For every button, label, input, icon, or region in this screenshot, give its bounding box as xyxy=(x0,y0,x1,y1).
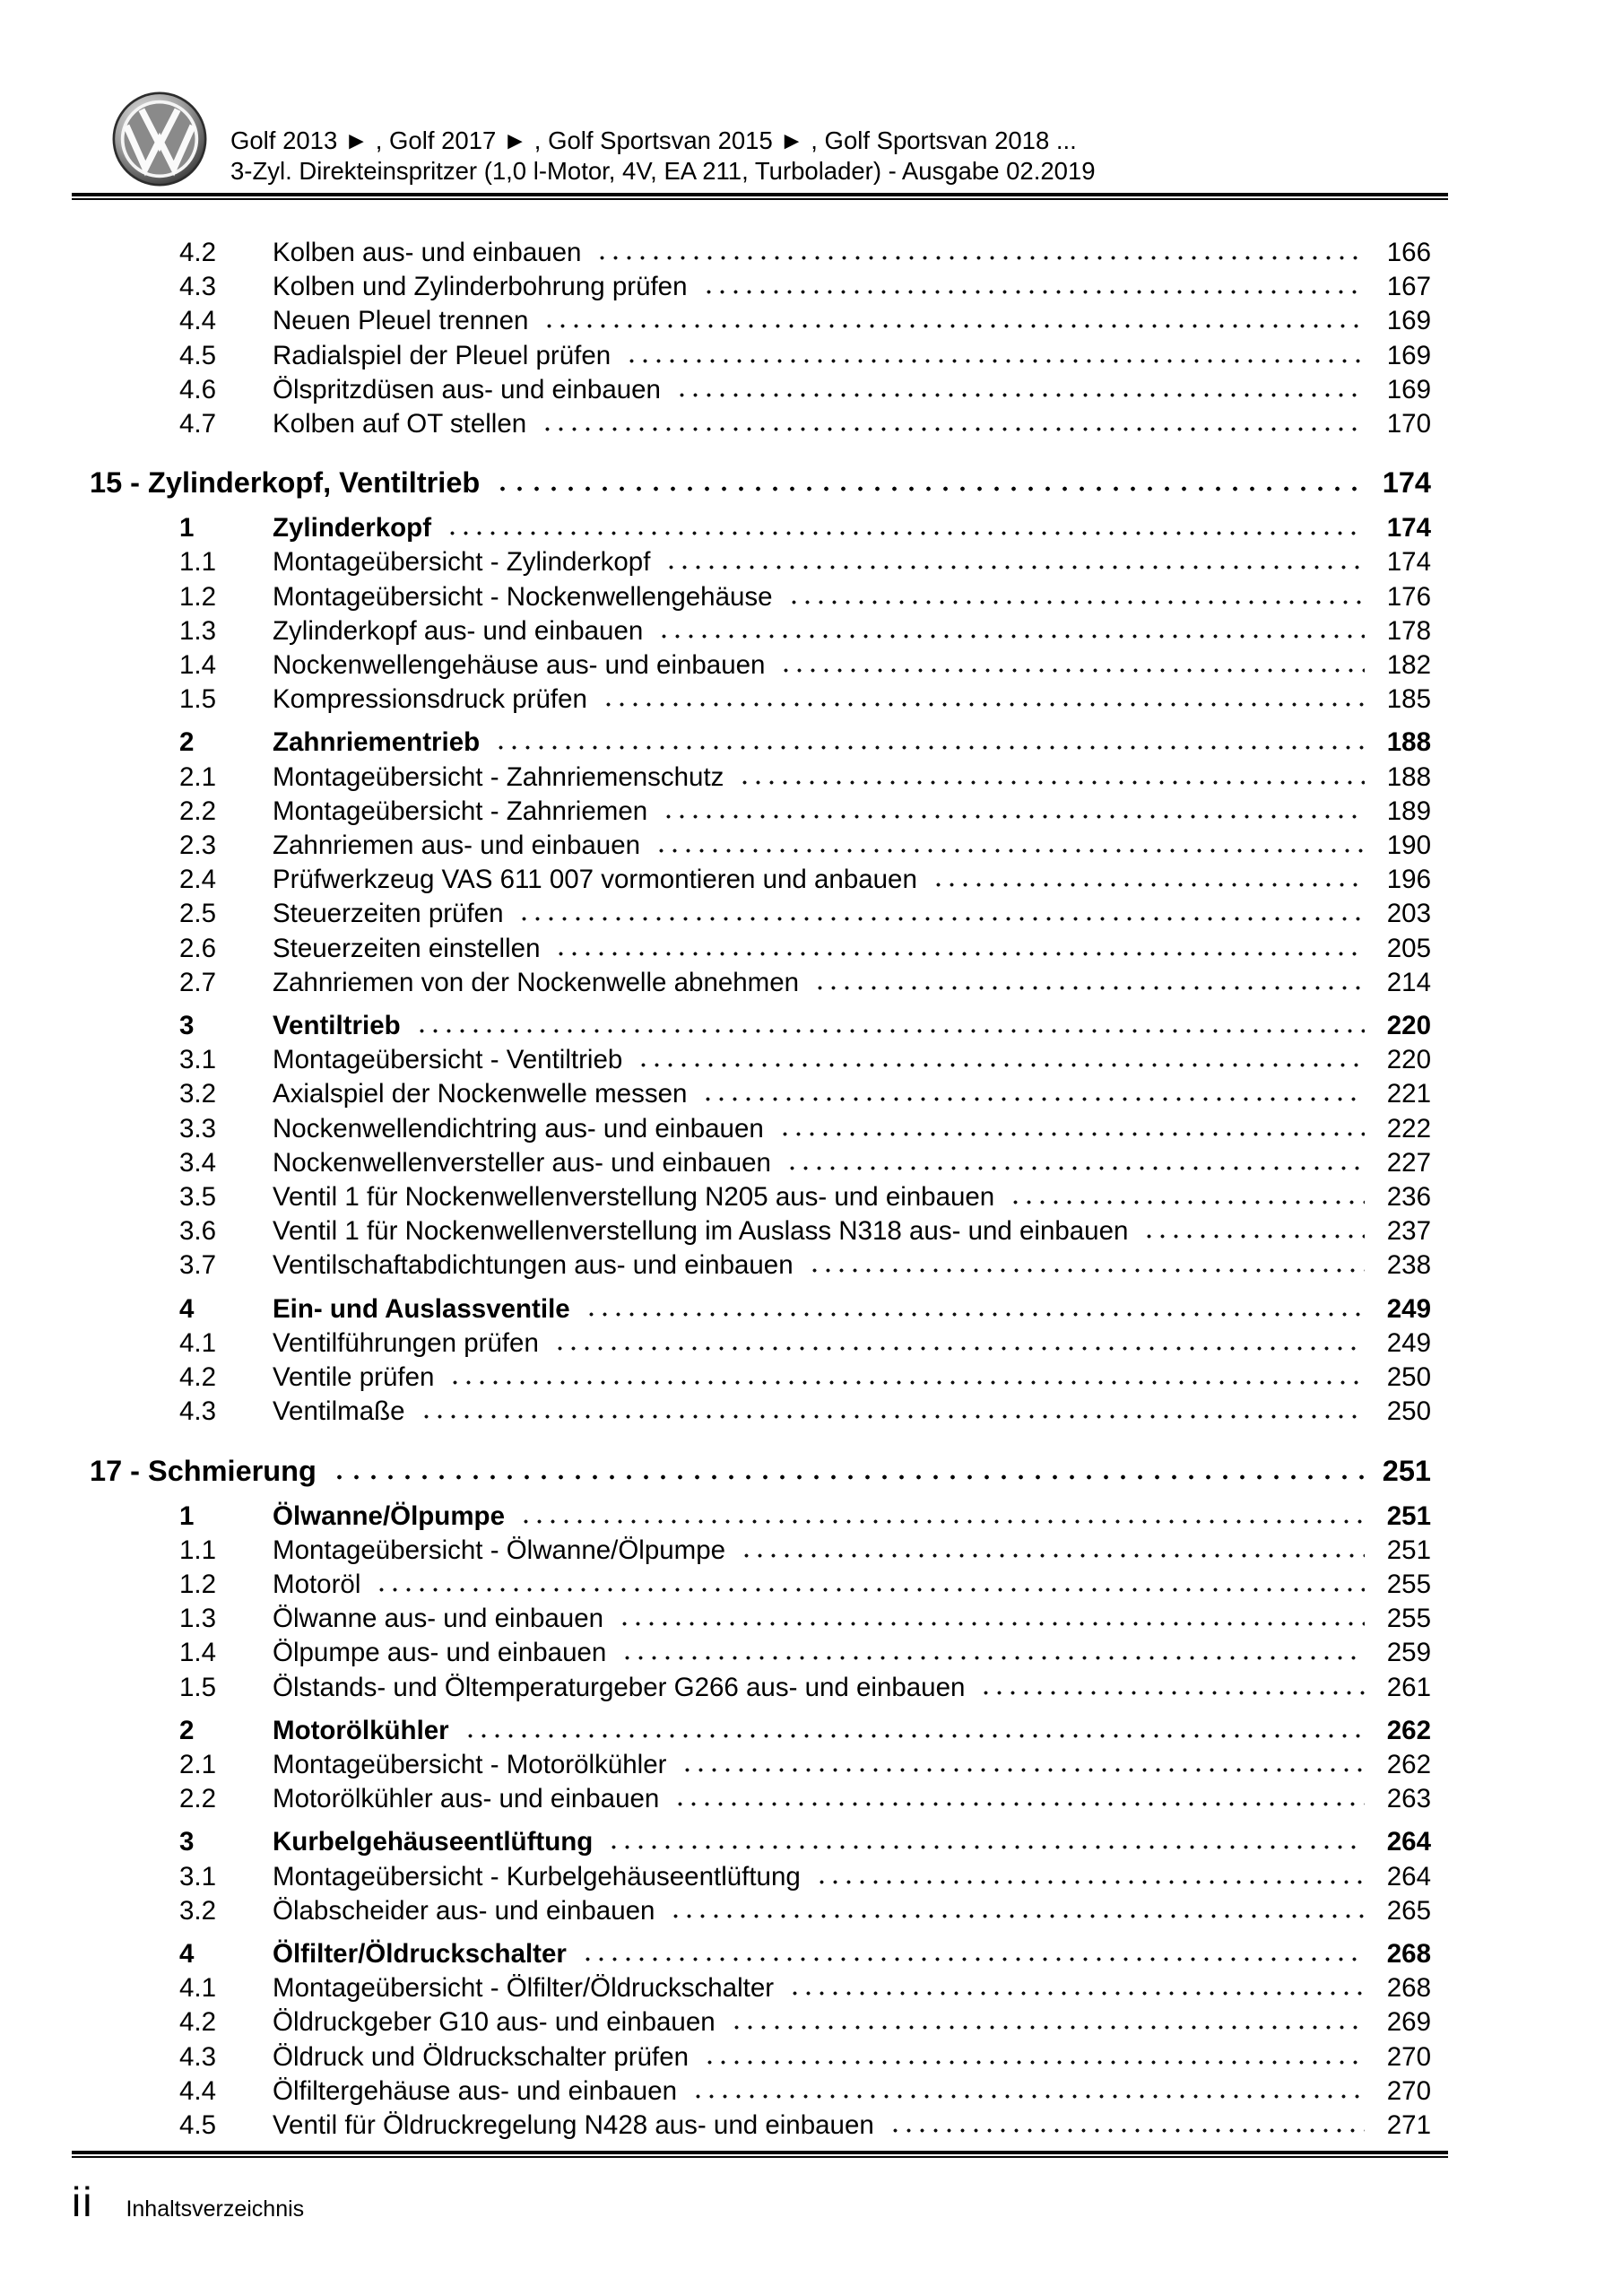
entry-page-number: 238 xyxy=(1386,1250,1431,1281)
toc-list xyxy=(90,236,1431,2143)
entry-number: 1.3 xyxy=(179,615,217,646)
entry-number: 1.1 xyxy=(179,1535,217,1565)
entry-title: Radialspiel der Pleuel prüfen xyxy=(273,340,612,370)
entry-page-number: 236 xyxy=(1386,1182,1431,1213)
entry-number: 2.2 xyxy=(179,796,217,826)
entry-title: Zahnriementrieb xyxy=(273,727,481,758)
dot-leader xyxy=(675,392,1365,398)
toc-entry-row xyxy=(90,2109,1431,2143)
toc-entry-row xyxy=(90,1248,1431,1283)
entry-page-number: 167 xyxy=(1386,272,1431,302)
dot-leader xyxy=(808,1267,1365,1274)
dot-leader xyxy=(815,1879,1365,1885)
toc-entry-row xyxy=(90,545,1431,579)
toc-entry-row xyxy=(90,339,1431,373)
toc-entry-row xyxy=(90,1009,1431,1043)
toc-entry-row xyxy=(90,511,1431,545)
entry-title: Motorölkühler aus- und einbauen xyxy=(273,1784,660,1814)
entry-title: Nockenwellendichtring aus- und einbauen xyxy=(273,1113,764,1144)
entry-page-number: 261 xyxy=(1386,1672,1431,1702)
entry-page-number: 178 xyxy=(1386,615,1431,646)
entry-page-number: 205 xyxy=(1386,933,1431,963)
footer-line xyxy=(72,2179,1622,2225)
toc-entry-row xyxy=(90,304,1431,338)
dot-leader xyxy=(637,1062,1365,1068)
entry-page-number: 174 xyxy=(1386,513,1431,544)
entry-title: Montageübersicht - Zahnriemen xyxy=(273,796,648,826)
toc-entry-row xyxy=(90,614,1431,648)
entry-number: 4.3 xyxy=(179,1396,217,1427)
entry-page-number: 189 xyxy=(1386,796,1431,826)
dot-leader xyxy=(554,951,1365,957)
entry-title: Ölpumpe aus- und einbauen xyxy=(273,1638,607,1668)
dot-leader xyxy=(779,667,1365,674)
entry-title: Motorölkühler xyxy=(273,1715,449,1745)
toc-entry-row xyxy=(90,683,1431,717)
entry-number: 3.6 xyxy=(179,1216,217,1247)
entry-page-number: 196 xyxy=(1386,865,1431,895)
entry-page-number: 250 xyxy=(1386,1362,1431,1393)
entry-title: Montageübersicht - Ölfilter/Öldruckschalter xyxy=(273,1973,775,2004)
entry-page-number: 190 xyxy=(1386,831,1431,861)
entry-number: 4.2 xyxy=(179,2007,217,2038)
entry-page-number: 220 xyxy=(1386,1045,1431,1075)
entry-number: 4.7 xyxy=(179,409,217,439)
entry-page-number: 270 xyxy=(1386,2041,1431,2072)
dot-leader xyxy=(932,882,1365,888)
entry-page-number: 169 xyxy=(1386,340,1431,370)
entry-number: 17 xyxy=(90,1454,123,1487)
toc-entry-row xyxy=(90,407,1431,441)
entry-title: Öldruckgeber G10 aus- und einbauen xyxy=(273,2007,716,2038)
footer-page-number: ii xyxy=(72,2179,94,2225)
entry-page-number: 271 xyxy=(1386,2109,1431,2140)
entry-title: Montageübersicht - Zahnriemenschutz xyxy=(273,761,724,792)
toc-entry-row xyxy=(90,580,1431,614)
entry-number: 3.1 xyxy=(179,1045,217,1075)
entry-number: 2.6 xyxy=(179,933,217,963)
entry-page-number: 214 xyxy=(1386,967,1431,997)
entry-title: Kompressionsdruck prüfen xyxy=(273,684,587,715)
dot-leader xyxy=(740,1552,1365,1559)
entry-number: 4.3 xyxy=(179,272,217,302)
toc-entry-row xyxy=(90,863,1431,897)
toc-entry-row xyxy=(90,1500,1431,1534)
entry-title: Ventil 1 für Nockenwellenverstellung im Auslass N318 aus- und einbauen xyxy=(273,1216,1129,1247)
toc-entry-row xyxy=(90,1636,1431,1670)
entry-number: 3 xyxy=(179,1011,195,1041)
dot-leader xyxy=(669,1913,1365,1919)
dot-leader xyxy=(618,1621,1365,1627)
header-engine-line: 3-Zyl. Direkteinspritzer (1,0 l-Motor, 4V, EA 211, Turbolader) - Ausgabe 02.2019 xyxy=(230,157,1096,185)
entry-number: 2.7 xyxy=(179,967,217,997)
toc-entry-row xyxy=(90,897,1431,931)
entry-number: 4.6 xyxy=(179,374,217,404)
toc-entry-row xyxy=(90,1043,1431,1077)
entry-page-number: 182 xyxy=(1386,650,1431,681)
entry-number: 4.3 xyxy=(179,2041,217,2072)
entry-page-number: 227 xyxy=(1386,1147,1431,1178)
dot-leader xyxy=(788,1990,1365,1996)
dot-leader xyxy=(1142,1233,1365,1239)
dot-leader xyxy=(813,985,1365,991)
toc-entry-row xyxy=(90,1937,1431,1971)
entry-page-number: 185 xyxy=(1386,684,1431,715)
toc-entry-row xyxy=(90,829,1431,863)
dot-leader xyxy=(448,1379,1365,1386)
dot-leader xyxy=(730,2024,1365,2031)
entry-page-number: 220 xyxy=(1386,1011,1431,1041)
dot-leader xyxy=(446,530,1365,536)
entry-number: 1.4 xyxy=(179,650,217,681)
toc-entry-row xyxy=(90,1602,1431,1636)
dot-leader xyxy=(738,779,1365,786)
entry-number: 3 xyxy=(179,1827,195,1857)
toc-entry-row xyxy=(90,795,1431,829)
entry-number: 3.2 xyxy=(179,1079,217,1109)
entry-number: 4.2 xyxy=(179,238,217,267)
page-header xyxy=(112,0,1622,187)
toc-entry-row xyxy=(90,1748,1431,1782)
entry-number: 4 xyxy=(179,1938,195,1969)
dot-leader xyxy=(494,744,1365,751)
entry-number: 2.5 xyxy=(179,899,217,929)
dot-leader xyxy=(691,2093,1365,2100)
toc-entry-row xyxy=(90,373,1431,407)
chapter-separator: - xyxy=(122,466,149,500)
entry-number: 3.4 xyxy=(179,1147,217,1178)
vw-logo-icon xyxy=(112,91,207,187)
entry-number: 1.5 xyxy=(179,1672,217,1702)
dot-leader xyxy=(420,1413,1365,1420)
entry-title: Ein- und Auslassventile xyxy=(273,1293,570,1324)
dot-leader xyxy=(581,1956,1365,1962)
toc-entry-row xyxy=(90,726,1431,760)
dot-leader xyxy=(375,1587,1365,1593)
chapter-separator: - xyxy=(122,1454,149,1487)
dot-leader xyxy=(620,1655,1365,1661)
entry-page-number: 174 xyxy=(1382,466,1431,500)
entry-title: Axialspiel der Nockenwelle messen xyxy=(273,1079,688,1109)
entry-number: 4.5 xyxy=(179,2109,217,2140)
entry-title: Ölfiltergehäuse aus- und einbauen xyxy=(273,2075,678,2106)
entry-title: Ventilführungen prüfen xyxy=(273,1327,539,1358)
entry-page-number: 259 xyxy=(1386,1638,1431,1668)
entry-page-number: 268 xyxy=(1386,1938,1431,1969)
dot-leader xyxy=(787,599,1365,605)
toc-entry-row xyxy=(90,1568,1431,1602)
dot-leader xyxy=(519,1518,1365,1525)
entry-number: 1.1 xyxy=(179,547,217,578)
dot-leader xyxy=(595,255,1365,261)
dot-leader xyxy=(517,916,1365,922)
entry-number: 4.2 xyxy=(179,1362,217,1393)
header-model-line: Golf 2013 ► , Golf 2017 ► , Golf Sportsvan 2015 ► , Golf Sportsvan 2018 ... xyxy=(230,126,1077,154)
entry-title: Ölspritzdüsen aus- und einbauen xyxy=(273,374,661,404)
entry-page-number: 222 xyxy=(1386,1113,1431,1144)
entry-page-number: 221 xyxy=(1386,1079,1431,1109)
toc-chapter-row xyxy=(90,463,1431,502)
entry-title: Öldruck und Öldruckschalter prüfen xyxy=(273,2041,690,2072)
toc-entry-row xyxy=(90,1782,1431,1816)
entry-page-number: 270 xyxy=(1386,2075,1431,2106)
entry-number: 2 xyxy=(179,1715,195,1745)
entry-number: 2 xyxy=(179,727,195,758)
dot-leader xyxy=(655,848,1365,854)
entry-number: 2.1 xyxy=(179,1749,217,1779)
entry-page-number: 170 xyxy=(1386,409,1431,439)
dot-leader xyxy=(494,485,1365,492)
footer-label: Inhaltsverzeichnis xyxy=(126,2196,305,2222)
entry-title: Ölwanne/Ölpumpe xyxy=(273,1500,505,1531)
entry-title: Montageübersicht - Ventiltrieb xyxy=(273,1045,623,1075)
entry-page-number: 188 xyxy=(1386,761,1431,792)
entry-title: Zahnriemen aus- und einbauen xyxy=(273,831,641,861)
entry-number: 1.2 xyxy=(179,1569,217,1599)
toc-entry-row xyxy=(90,761,1431,795)
dot-leader xyxy=(785,1165,1365,1171)
entry-page-number: 249 xyxy=(1386,1327,1431,1358)
dot-leader xyxy=(541,426,1365,432)
dot-leader xyxy=(602,701,1365,708)
toc-entry-row xyxy=(90,1395,1431,1429)
dot-leader xyxy=(1009,1199,1365,1205)
header-divider xyxy=(72,193,1448,200)
entry-title: Ventilschaftabdichtungen aus- und einbauen xyxy=(273,1250,794,1281)
entry-title: Neuen Pleuel trennen xyxy=(273,306,529,336)
entry-page-number: 262 xyxy=(1386,1749,1431,1779)
entry-number: 1.2 xyxy=(179,581,217,612)
toc-entry-row xyxy=(90,270,1431,304)
toc-entry-row xyxy=(90,1825,1431,1859)
dot-leader xyxy=(415,1028,1365,1034)
entry-number: 1 xyxy=(179,513,195,544)
entry-page-number: 174 xyxy=(1386,547,1431,578)
entry-page-number: 263 xyxy=(1386,1784,1431,1814)
entry-page-number: 264 xyxy=(1386,1861,1431,1892)
entry-number: 3.5 xyxy=(179,1182,217,1213)
toc-chapter-row xyxy=(90,1451,1431,1491)
dot-leader xyxy=(657,633,1365,639)
entry-page-number: 188 xyxy=(1386,727,1431,758)
toc-entry-row xyxy=(90,2040,1431,2074)
dot-leader xyxy=(553,1345,1365,1352)
toc-entry-row xyxy=(90,1146,1431,1180)
entry-number: 4.1 xyxy=(179,1327,217,1358)
entry-page-number: 251 xyxy=(1386,1500,1431,1531)
entry-title: Motoröl xyxy=(273,1569,361,1599)
toc-entry-row xyxy=(90,1671,1431,1705)
entry-title: Ventile prüfen xyxy=(273,1362,435,1393)
dot-leader xyxy=(607,1844,1365,1850)
dot-leader xyxy=(625,358,1365,364)
toc-entry-row xyxy=(90,1361,1431,1395)
entry-page-number: 255 xyxy=(1386,1604,1431,1634)
entry-number: 1.3 xyxy=(179,1604,217,1634)
entry-page-number: 176 xyxy=(1386,581,1431,612)
entry-page-number: 262 xyxy=(1386,1715,1431,1745)
entry-number: 2.2 xyxy=(179,1784,217,1814)
entry-number: 4.1 xyxy=(179,1973,217,2004)
entry-number: 3.7 xyxy=(179,1250,217,1281)
toc xyxy=(90,236,1431,2143)
entry-title: Montageübersicht - Motorölkühler xyxy=(273,1749,667,1779)
entry-number: 2.3 xyxy=(179,831,217,861)
entry-number: 3.2 xyxy=(179,1895,217,1926)
toc-entry-row xyxy=(90,1894,1431,1928)
entry-title: Ventilmaße xyxy=(273,1396,405,1427)
entry-title: Ventil 1 für Nockenwellenverstellung N205 aus- und einbauen xyxy=(273,1182,995,1213)
entry-number: 2.1 xyxy=(179,761,217,792)
toc-entry-row xyxy=(90,1112,1431,1146)
entry-page-number: 249 xyxy=(1386,1293,1431,1324)
entry-title: Nockenwellengehäuse aus- und einbauen xyxy=(273,650,766,681)
entry-page-number: 169 xyxy=(1386,306,1431,336)
footer-divider xyxy=(72,2151,1448,2158)
toc-entry-row xyxy=(90,1214,1431,1248)
entry-title: Schmierung xyxy=(148,1454,317,1487)
entry-title: Zylinderkopf aus- und einbauen xyxy=(273,615,644,646)
dot-leader xyxy=(703,2059,1365,2066)
toc-entry-row xyxy=(90,1714,1431,1748)
entry-title: Ventiltrieb xyxy=(273,1011,401,1041)
dot-leader xyxy=(662,813,1365,820)
entry-number: 4.4 xyxy=(179,2075,217,2106)
entry-title: Steuerzeiten einstellen xyxy=(273,933,541,963)
dot-leader xyxy=(889,2127,1365,2134)
toc-entry-row xyxy=(90,1077,1431,1111)
entry-title: Nockenwellenversteller aus- und einbauen xyxy=(273,1147,771,1178)
entry-page-number: 264 xyxy=(1386,1827,1431,1857)
toc-entry-row xyxy=(90,1534,1431,1568)
entry-number: 1.4 xyxy=(179,1638,217,1668)
entry-title: Montageübersicht - Ölwanne/Ölpumpe xyxy=(273,1535,726,1565)
entry-page-number: 265 xyxy=(1386,1895,1431,1926)
entry-title: Montageübersicht - Nockenwellengehäuse xyxy=(273,581,773,612)
dot-leader xyxy=(664,564,1365,570)
entry-title: Steuerzeiten prüfen xyxy=(273,899,504,929)
entry-title: Ventil für Öldruckregelung N428 aus- und einbauen xyxy=(273,2109,874,2140)
entry-number: 4 xyxy=(179,1293,195,1324)
entry-number: 1 xyxy=(179,1500,195,1531)
toc-entry-row xyxy=(90,1180,1431,1214)
toc-entry-row xyxy=(90,966,1431,1000)
entry-page-number: 251 xyxy=(1386,1535,1431,1565)
entry-page-number: 251 xyxy=(1382,1454,1431,1487)
dot-leader xyxy=(701,1096,1365,1102)
toc-entry-row xyxy=(90,236,1431,270)
entry-title: Zahnriemen von der Nockenwelle abnehmen xyxy=(273,967,800,997)
entry-title: Zylinderkopf xyxy=(273,513,432,544)
entry-title: Ölstands- und Öltemperaturgeber G266 aus- und einbauen xyxy=(273,1672,966,1702)
entry-number: 15 xyxy=(90,466,123,500)
entry-page-number: 203 xyxy=(1386,899,1431,929)
dot-leader xyxy=(979,1690,1365,1696)
entry-title: Zylinderkopf, Ventiltrieb xyxy=(148,466,481,500)
entry-title: Kolben und Zylinderbohrung prüfen xyxy=(273,272,688,302)
dot-leader xyxy=(702,289,1366,295)
header-title-block xyxy=(230,126,1096,187)
entry-number: 2.4 xyxy=(179,865,217,895)
entry-page-number: 250 xyxy=(1386,1396,1431,1427)
entry-number: 4.4 xyxy=(179,306,217,336)
toc-entry-row xyxy=(90,648,1431,683)
entry-number: 1.5 xyxy=(179,684,217,715)
entry-title: Montageübersicht - Kurbelgehäuseentlüftung xyxy=(273,1861,801,1892)
dot-leader xyxy=(673,1801,1365,1807)
toc-entry-row xyxy=(90,932,1431,966)
entry-page-number: 255 xyxy=(1386,1569,1431,1599)
entry-title: Prüfwerkzeug VAS 611 007 vormontieren und anbauen xyxy=(273,865,917,895)
entry-page-number: 169 xyxy=(1386,374,1431,404)
dot-leader xyxy=(331,1474,1365,1481)
toc-entry-row xyxy=(90,2005,1431,2039)
entry-title: Kolben aus- und einbauen xyxy=(273,238,582,267)
toc-entry-row xyxy=(90,1860,1431,1894)
entry-number: 3.1 xyxy=(179,1861,217,1892)
entry-title: Ölfilter/Öldruckschalter xyxy=(273,1938,567,1969)
entry-page-number: 268 xyxy=(1386,1973,1431,2004)
dot-leader xyxy=(464,1733,1365,1739)
entry-number: 3.3 xyxy=(179,1113,217,1144)
entry-title: Ölwanne aus- und einbauen xyxy=(273,1604,604,1634)
entry-page-number: 166 xyxy=(1386,238,1431,267)
toc-entry-row xyxy=(90,1292,1431,1326)
entry-title: Kolben auf OT stellen xyxy=(273,409,527,439)
dot-leader xyxy=(778,1131,1365,1137)
dot-leader xyxy=(681,1767,1365,1773)
entry-page-number: 237 xyxy=(1386,1216,1431,1247)
entry-page-number: 269 xyxy=(1386,2007,1431,2038)
entry-title: Ölabscheider aus- und einbauen xyxy=(273,1895,655,1926)
toc-entry-row xyxy=(90,1326,1431,1361)
entry-number: 4.5 xyxy=(179,340,217,370)
entry-title: Montageübersicht - Zylinderkopf xyxy=(273,547,651,578)
entry-title: Kurbelgehäuseentlüftung xyxy=(273,1827,594,1857)
dot-leader xyxy=(542,323,1365,329)
toc-entry-row xyxy=(90,1971,1431,2005)
dot-leader xyxy=(585,1311,1365,1318)
toc-entry-row xyxy=(90,2074,1431,2109)
page-footer xyxy=(0,2151,1622,2225)
